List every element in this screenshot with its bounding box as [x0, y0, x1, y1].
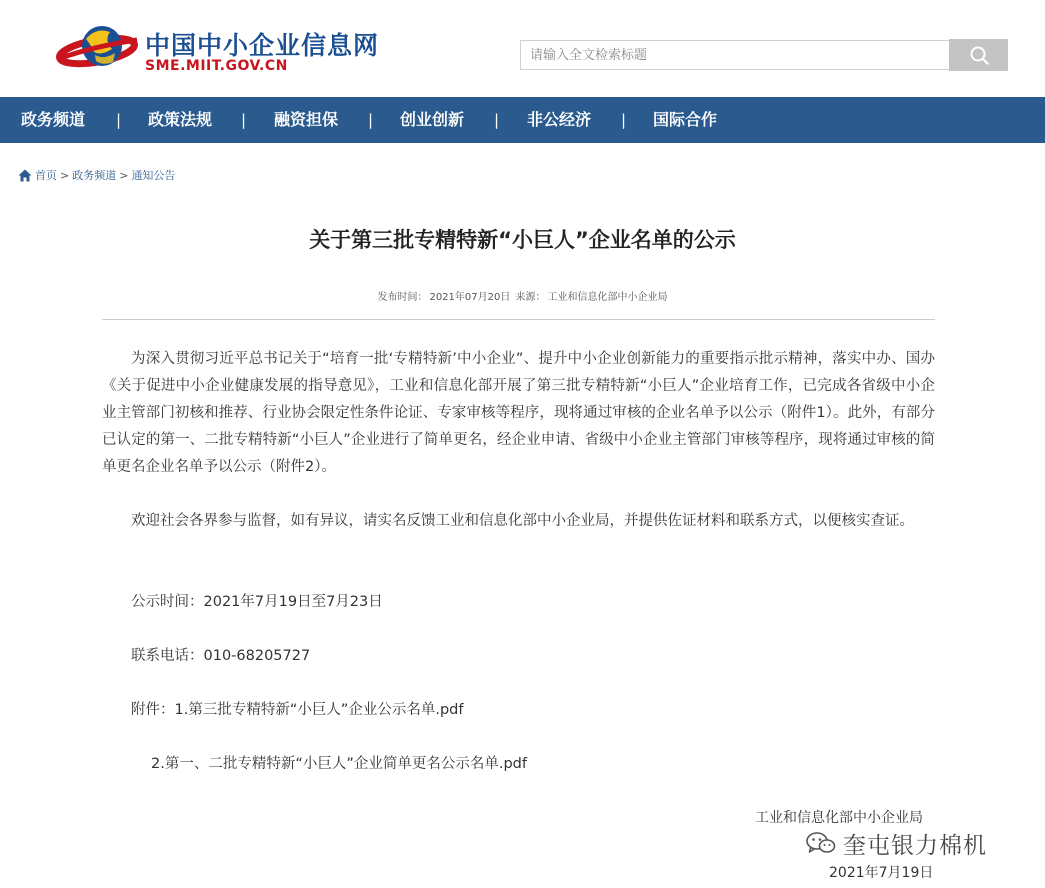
body-paragraph: 欢迎社会各界参与监督，如有异议，请实名反馈工业和信息化部中小企业局，并提供佐证材料和联系方式，以便核实查证。 — [131, 513, 914, 529]
search-icon — [969, 45, 989, 65]
nav-separator: | — [116, 111, 122, 129]
nav-separator: | — [241, 111, 247, 129]
site-logo-icon[interactable] — [55, 18, 145, 80]
signature-date: 2021年7月19日 — [829, 865, 934, 881]
nav-item-financing[interactable]: 融资担保 — [274, 110, 339, 129]
attachment-link-1[interactable]: 1.第三批专精特新“小巨人”企业公示名单.pdf — [174, 702, 464, 718]
breadcrumb-home[interactable]: 首页 — [35, 169, 57, 182]
signature-org: 工业和信息化部中小企业局 — [755, 810, 923, 826]
publish-date: 2021年07月20日 — [429, 292, 511, 303]
title-divider — [102, 319, 935, 320]
attachments-label: 附件： — [131, 702, 175, 718]
nav-item-entrepreneurship[interactable]: 创业创新 — [400, 110, 465, 129]
notice-period: 公示时间：2021年7月19日至7月23日 — [131, 594, 383, 610]
home-icon[interactable] — [18, 169, 32, 182]
site-header — [0, 0, 1045, 97]
nav-item-private-economy[interactable]: 非公经济 — [527, 110, 592, 129]
wechat-watermark — [806, 826, 987, 860]
wechat-icon — [806, 831, 836, 855]
breadcrumb-notices[interactable]: 通知公告 — [131, 169, 176, 182]
breadcrumb-separator: > — [60, 168, 70, 182]
site-name[interactable]: 中国中小企业信息网 — [145, 31, 380, 60]
breadcrumb-separator: > — [119, 168, 129, 182]
search-button[interactable] — [949, 39, 1008, 71]
source-value: 工业和信息化部中小企业局 — [547, 292, 668, 303]
site-domain: SME.MIIT.GOV.CN — [145, 58, 288, 74]
main-nav — [0, 97, 1045, 143]
nav-item-international[interactable]: 国际合作 — [653, 110, 718, 129]
contact-phone: 联系电话：010-68205727 — [131, 648, 311, 664]
nav-separator: | — [494, 111, 500, 129]
breadcrumb — [18, 167, 175, 183]
publish-label: 发布时间： — [377, 292, 428, 303]
search-input[interactable] — [520, 40, 950, 70]
source-label: 来源： — [515, 292, 546, 303]
article-meta — [0, 288, 1045, 303]
article-title: 关于第三批专精特新“小巨人”企业名单的公示 — [309, 228, 736, 252]
breadcrumb-government[interactable]: 政务频道 — [72, 169, 117, 182]
nav-item-policy[interactable]: 政策法规 — [148, 110, 213, 129]
nav-item-government[interactable]: 政务频道 — [21, 110, 86, 129]
nav-separator: | — [368, 111, 374, 129]
watermark-text: 奎屯银力棉机 — [843, 832, 987, 859]
attachment-link-2[interactable]: 2.第一、二批专精特新“小巨人”企业简单更名公示名单.pdf — [151, 756, 527, 772]
nav-separator: | — [621, 111, 627, 129]
body-paragraph: 为深入贯彻习近平总书记关于“培育一批‘专精特新’中小企业”、提升中小企业创新能力的重要指示批示精神，落实中办、国办《关于促进中小企业健康发展的指导意见》，工业和信息化部开展了第三批专精特新“小巨人”企业培育工作，已完成各省级中小企业主管部门初核和推荐、行业协会限定性条件论证、专家审核等程序，现将通过审核的企业名单予以公示（附件1）。此外，有部分已认定的第一、二批专精特新“小巨人”企业进行了简单更名，经企业申请、省级中小企业主管部门审核等程序，现将通过审核的简单更名企业名单予以公示（附件2）。 — [102, 351, 935, 475]
attachments-line — [131, 700, 463, 720]
